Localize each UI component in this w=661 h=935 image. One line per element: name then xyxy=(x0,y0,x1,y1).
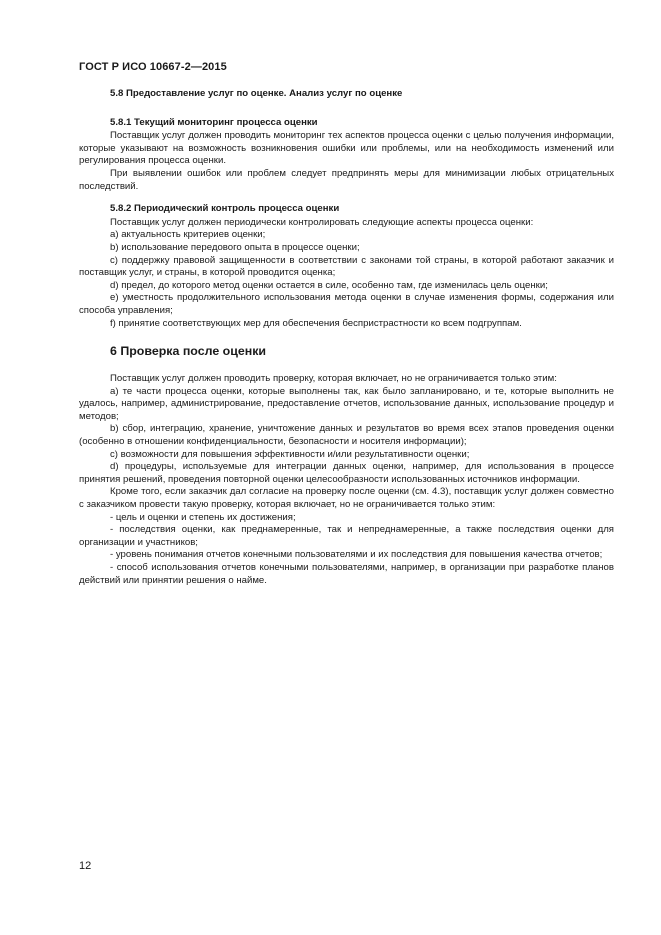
section-5-8-2-intro: Поставщик услуг должен периодически контролировать следующие аспекты процесса оценки: xyxy=(110,216,534,228)
section-5-8-2-item-f: f) принятие соответствующих мер для обеспечения беспристрастности ко всем подгруппам. xyxy=(110,317,522,329)
section-5-8-2-title: 5.8.2 Периодический контроль процесса оценки xyxy=(110,203,340,215)
section-6-item-c: c) возможности для повышения эффективности и/или результативности оценки; xyxy=(110,448,470,460)
section-6-item-a: a) те части процесса оценки, которые выполнены так, как было запланировано, и те, которые выполнить не удалось, например, администрирование, предоставление отчетов, использование данных, использование процедур и методов; xyxy=(79,385,614,422)
section-5-8-2-item-e: e) уместность продолжительного использования метода оценки в случае изменения формы, содержания или способа управления; xyxy=(79,292,614,316)
section-6-item-d: d) процедуры, используемые для интеграции данных оценки, например, для использования в процессе принятия решений, проведения повторной оценки целесообразности использованных источников информации. xyxy=(79,461,614,485)
section-5-8-2-item-b: b) использование передового опыта в процессе оценки; xyxy=(110,241,360,253)
section-6-intro: Поставщик услуг должен проводить проверку, которая включает, но не ограничивается только этим: xyxy=(110,373,557,385)
document-header: ГОСТ Р ИСО 10667-2—2015 xyxy=(79,61,227,73)
page-number: 12 xyxy=(79,860,92,872)
section-6-dash-item-2: - последствия оценки, как преднамеренные, так и непреднамеренные, а также последствия оценки для организации и участников; xyxy=(79,524,614,548)
section-5-8-1-paragraph-2: При выявлении ошибок или проблем следует предпринять меры для минимизации любых отрицательных последствий. xyxy=(79,167,614,192)
section-6-dash-item-1: - цель и оценки и степень их достижения; xyxy=(110,511,296,523)
section-6-title: 6 Проверка после оценки xyxy=(110,344,267,359)
section-5-8-2-item-a: a) актуальность критериев оценки; xyxy=(110,229,266,241)
section-5-8-1-title: 5.8.1 Текущий мониторинг процесса оценки xyxy=(110,116,318,128)
section-5-8-2-item-c: c) поддержку правовой защищенности в соответствии с законами той страны, в которой работают заказчик и поставщик услуг, и страны, в которой проводится оценка; xyxy=(79,254,614,279)
section-6-dash-item-4: - способ использования отчетов конечными пользователями, например, в организации при разработке планов действий или принятии решения о найме. xyxy=(79,562,614,586)
section-6-dash-item-3: - уровень понимания отчетов конечными пользователями и их последствия для повышения качества отчетов; xyxy=(110,549,603,561)
section-5-8-2-item-d: d) предел, до которого метод оценки остается в силе, особенно там, где изменилась цель оценки; xyxy=(110,279,548,291)
section-6-item-b: b) сбор, интеграцию, хранение, уничтожение данных и результатов во время всех этапов проведения оценки (особенно в отношении конфиденциальности, безопасности и носителя информации); xyxy=(79,423,614,448)
document-body xyxy=(79,83,614,587)
section-6-paragraph-2: Кроме того, если заказчик дал согласие на проверку после оценки (см. 4.3), поставщик услуг должен совместно с заказчиком провести такую проверку, которая включает, но не ограничивается только этим: xyxy=(79,486,614,511)
section-5-8-1-paragraph-1: Поставщик услуг должен проводить мониторинг тех аспектов процесса оценки с целью получения информации, которые указывают на возможность возникновения ошибки или проблемы, или на необходимость изменений или регулирования процесса оценки. xyxy=(79,130,614,167)
section-5-8-title: 5.8 Предоставление услуг по оценке. Анализ услуг по оценке xyxy=(110,88,403,99)
